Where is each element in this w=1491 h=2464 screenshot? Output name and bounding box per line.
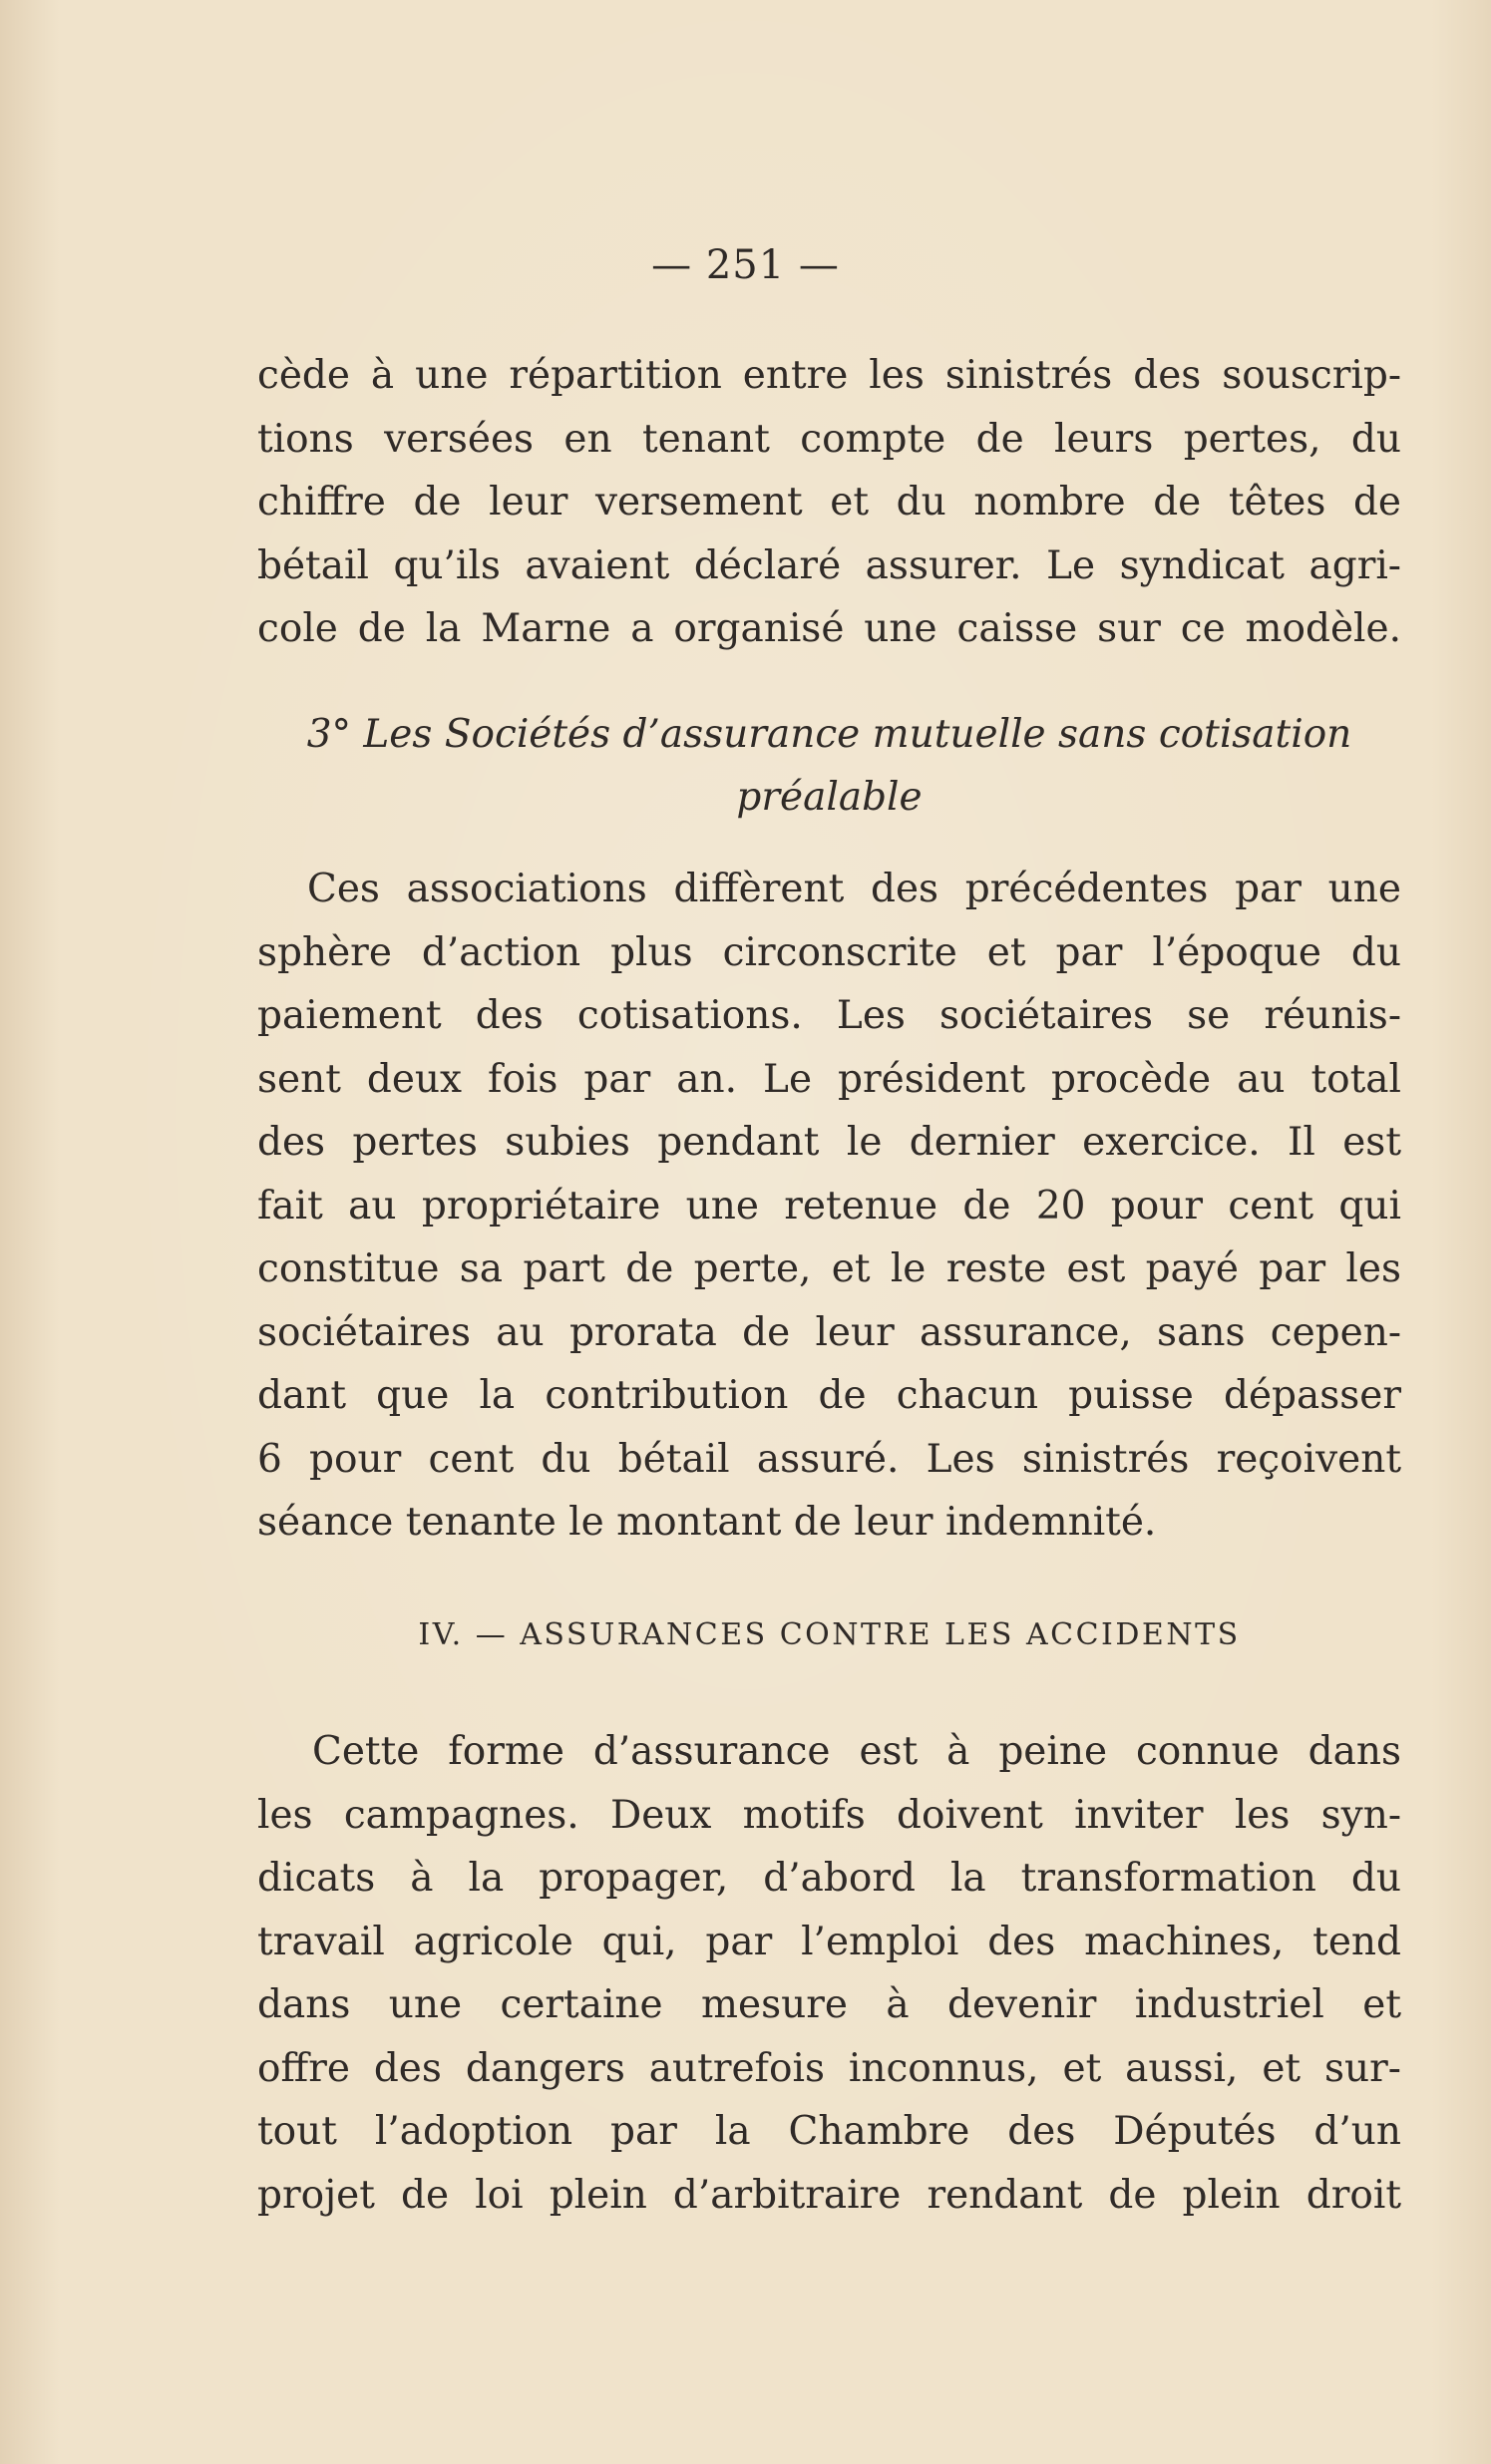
text-line: sociétaires au prorata de leur assurance, sans cepen- (257, 1309, 1401, 1355)
section-heading-line: 3° Les Sociétés d’assurance mutuelle sans cotisation (306, 712, 1352, 757)
text-line: séance tenante le montant de leur indemnité. (257, 1500, 1157, 1545)
text-line: cole de la Marne a organisé une caisse sur ce modèle. (257, 606, 1401, 651)
text-line: dicats à la propager, d’abord la transformation du (257, 1856, 1401, 1901)
section-heading (257, 703, 1401, 829)
text-line: constitue sa part de perte, et le reste est payé par les (257, 1246, 1401, 1291)
text-line: paiement des cotisations. Les sociétaires se réunis- (257, 993, 1401, 1038)
text-line: cède à une répartition entre les sinistrés des souscrip- (257, 353, 1401, 398)
text-line: 6 pour cent du bétail assuré. Les sinistrés reçoivent (257, 1436, 1401, 1482)
paragraph-accident-insurance (257, 1720, 1401, 2227)
section-heading-line: préalable (736, 775, 923, 820)
text-line: des pertes subies pendant le dernier exercice. Il est (257, 1120, 1401, 1165)
text-line: Cette forme d’assurance est à peine connue dans (312, 1729, 1401, 1774)
text-line: fait au propriétaire une retenue de 20 pour cent qui (257, 1183, 1401, 1229)
text-line: projet de loi plein d’arbitraire rendant de plein droit (257, 2172, 1401, 2218)
text-line: dans une certaine mesure à devenir industriel et (257, 1982, 1401, 2027)
paragraph-continuation (257, 344, 1401, 661)
text-line: sent deux fois par an. Le président procède au total (257, 1056, 1401, 1102)
text-line: bétail qu’ils avaient déclaré assurer. Le syndicat agri- (257, 542, 1401, 588)
text-line: les campagnes. Deux motifs doivent inviter les syn- (257, 1792, 1401, 1838)
paragraph-mutual-societies (257, 858, 1401, 1555)
text-line: dant que la contribution de chacun puisse dépasser (257, 1373, 1401, 1418)
text-line: Ces associations diffèrent des précédentes par une (307, 867, 1401, 911)
page-number: — 251 — (651, 242, 840, 288)
text-line: tout l’adoption par la Chambre des Députés d’un (257, 2109, 1401, 2154)
text-line: sphère d’action plus circonscrite et par l’époque du (257, 929, 1401, 975)
text-line: offre des dangers autrefois inconnus, et aussi, et sur- (257, 2045, 1401, 2091)
text-line: chiffre de leur versement et du nombre de têtes de (257, 480, 1401, 525)
chapter-heading: IV. — ASSURANCES CONTRE LES ACCIDENTS (418, 1617, 1241, 1652)
text-line: travail agricole qui, par l’emploi des machines, tend (257, 1919, 1401, 1964)
text-line: tions versées en tenant compte de leurs pertes, du (257, 416, 1401, 462)
